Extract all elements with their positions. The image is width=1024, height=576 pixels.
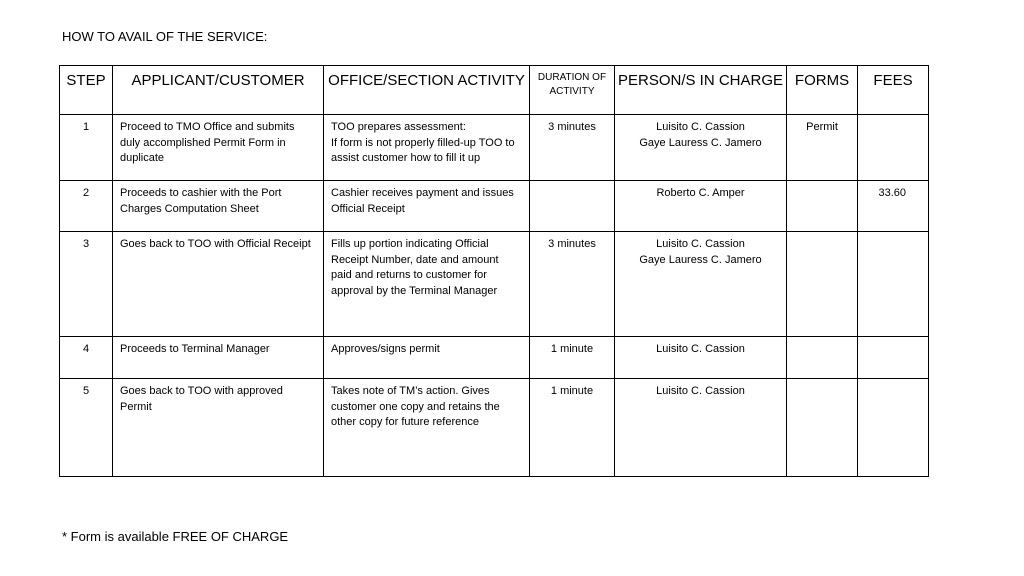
cell-activity-line2: If form is not properly filled-up TOO to assist customer how to fill it up <box>331 136 515 164</box>
cell-activity <box>324 115 530 181</box>
cell-applicant: Proceeds to Terminal Manager <box>113 337 324 379</box>
cell-activity <box>324 379 530 477</box>
cell-step: 4 <box>60 337 113 379</box>
cell-persons-in-charge <box>615 115 787 181</box>
cell-person-line1: Luisito C. Cassion <box>656 343 745 355</box>
cell-step: 1 <box>60 115 113 181</box>
cell-fees <box>858 337 929 379</box>
table-row <box>60 181 929 232</box>
header-persons-in-charge: PERSON/S IN CHARGE <box>615 66 787 115</box>
cell-activity-line1: Approves/signs permit <box>331 343 440 355</box>
cell-person-line2: Gaye Lauress C. Jamero <box>639 136 762 149</box>
header-forms: FORMS <box>787 66 858 115</box>
cell-activity <box>324 232 530 337</box>
header-office-section-activity: OFFICE/SECTION ACTIVITY <box>324 66 530 115</box>
table-row <box>60 337 929 379</box>
cell-activity-line1: TOO prepares assessment: <box>331 121 466 133</box>
cell-duration: 3 minutes <box>530 232 615 337</box>
cell-activity-line1: Takes note of TM’s action. Gives customer one copy and retains the other copy for future reference <box>331 385 500 428</box>
cell-fees <box>858 379 929 477</box>
cell-person-line1: Luisito C. Cassion <box>656 238 745 250</box>
page-heading: HOW TO AVAIL OF THE SERVICE: <box>62 29 268 44</box>
cell-person-line1: Roberto C. Amper <box>656 187 745 199</box>
cell-forms <box>787 379 858 477</box>
cell-duration: 1 minute <box>530 337 615 379</box>
cell-step: 3 <box>60 232 113 337</box>
cell-duration <box>530 181 615 232</box>
header-applicant-customer: APPLICANT/CUSTOMER <box>113 66 324 115</box>
cell-activity-line1: Cashier receives payment and issues Official Receipt <box>331 187 514 215</box>
header-duration-of-activity <box>530 66 615 115</box>
cell-activity <box>324 181 530 232</box>
cell-duration: 3 minutes <box>530 115 615 181</box>
table-row <box>60 115 929 181</box>
cell-fees: 33.60 <box>858 181 929 232</box>
header-step: STEP <box>60 66 113 115</box>
table-row <box>60 232 929 337</box>
cell-activity-line1: Fills up portion indicating Official Receipt Number, date and amount paid and returns to customer for approval by the Terminal Manager <box>331 238 499 297</box>
cell-applicant: Proceed to TMO Office and submits duly accomplished Permit Form in duplicate <box>113 115 324 181</box>
free-of-charge-note: * Form is available FREE OF CHARGE <box>62 529 289 544</box>
cell-applicant: Goes back to TOO with Official Receipt <box>113 232 324 337</box>
cell-fees <box>858 232 929 337</box>
cell-persons-in-charge <box>615 181 787 232</box>
cell-forms: Permit <box>787 115 858 181</box>
service-procedure-table <box>59 65 929 477</box>
cell-persons-in-charge <box>615 379 787 477</box>
cell-person-line1: Luisito C. Cassion <box>656 385 745 397</box>
cell-applicant: Proceeds to cashier with the Port Charges Computation Sheet <box>113 181 324 232</box>
header-duration-line2: ACTIVITY <box>549 86 595 97</box>
cell-duration: 1 minute <box>530 379 615 477</box>
header-duration-line1: DURATION OF <box>537 72 607 83</box>
cell-forms <box>787 181 858 232</box>
cell-activity <box>324 337 530 379</box>
cell-applicant: Goes back to TOO with approved Permit <box>113 379 324 477</box>
cell-forms <box>787 232 858 337</box>
header-fees: FEES <box>858 66 929 115</box>
cell-persons-in-charge <box>615 337 787 379</box>
table-header-row <box>60 66 929 115</box>
cell-person-line1: Luisito C. Cassion <box>656 121 745 133</box>
cell-person-line2: Gaye Lauress C. Jamero <box>639 253 762 266</box>
cell-persons-in-charge <box>615 232 787 337</box>
cell-step: 2 <box>60 181 113 232</box>
cell-fees <box>858 115 929 181</box>
cell-forms <box>787 337 858 379</box>
cell-step: 5 <box>60 379 113 477</box>
table-row <box>60 379 929 477</box>
